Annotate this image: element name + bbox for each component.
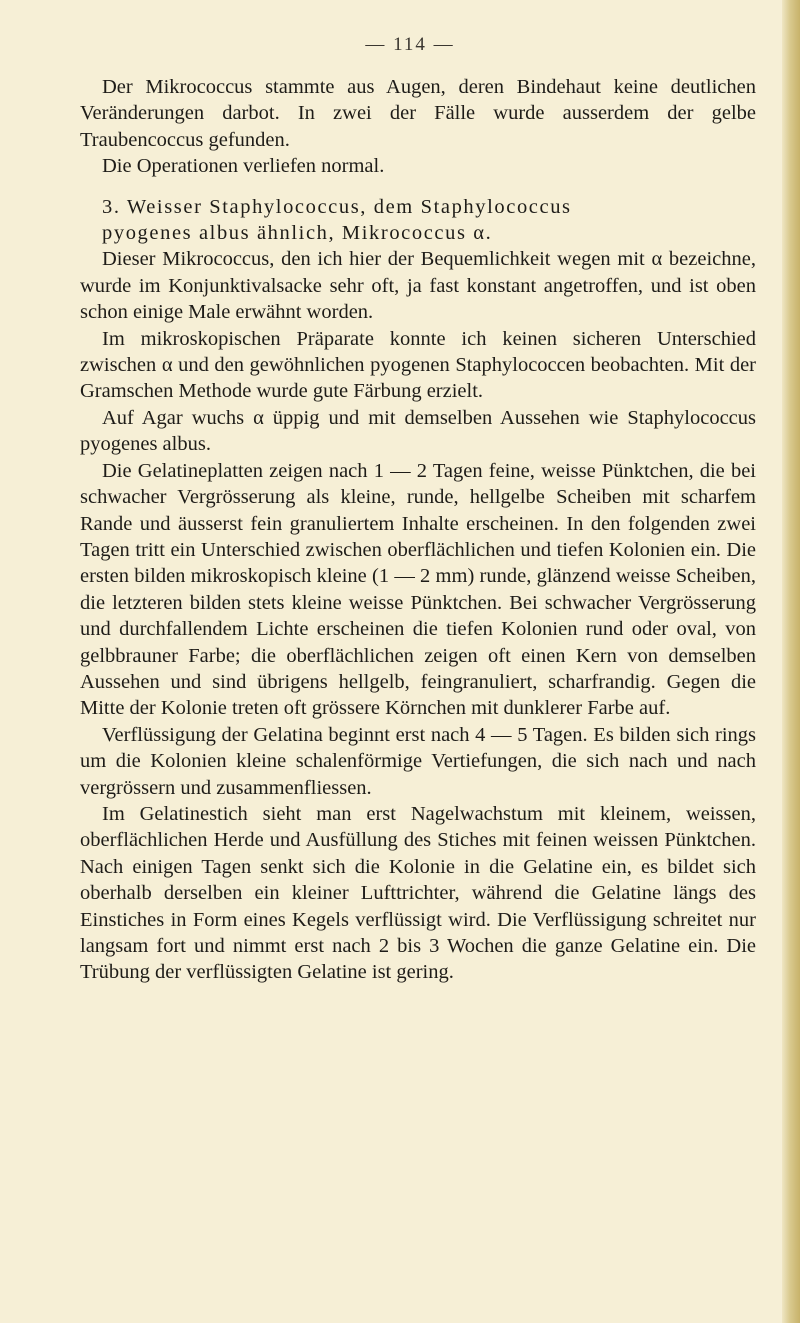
paragraph-liquefaction: Verflüssigung der Gelatina beginnt erst nach 4 — 5 Tagen. Es bilden sich rings um die Kolonien kleine schalenförmige Vertiefungen, die sich nach und nach vergrössern und zusammenfliessen.: [80, 723, 756, 799]
paragraph-microscopy: Im mikroskopischen Präparate konnte ich keinen sicheren Unterschied zwischen α und den gewöhnlichen pyogenen Staphylococcen beobachten. Mit der Gramschen Methode wurde gute Färbung erzielt.: [80, 327, 756, 403]
section-heading-line-1: 3. Weisser Staphylococcus, dem Staphylococcus: [102, 195, 572, 218]
paragraph-gelatin-plates: Die Gelatineplatten zeigen nach 1 — 2 Tagen feine, weisse Pünktchen, die bei schwacher Vergrösserung als kleine, runde, hellgelbe Scheiben mit scharfem Rande und äusserst fein granuliertem Inhalte erscheinen. In den folgenden zwei Tagen tritt ein Unterschied zwischen oberflächlichen und tiefen Kolonien ein. Die ersten bilden mikroskopisch kleine (1 — 2 mm) runde, glänzend weisse Scheiben, die letzteren bilden stets kleine weisse Pünktchen. Bei schwacher Vergrösserung und durchfallendem Lichte erscheinen die tiefen Kolonien rund oder oval, von gelbbrauner Farbe; die oberflächlichen zeigen oft einen Kern von demselben Aussehen und sind übrigens hellgelb, feingranuliert, scharfrandig. Gegen die Mitte der Kolonie treten oft grössere Körnchen mit dunklerer Farbe auf.: [80, 459, 756, 720]
body-text: [80, 74, 756, 986]
page-number: — 114 —: [365, 34, 455, 55]
section-heading-line-2: pyogenes albus ähnlich, Mikrococcus α.: [102, 222, 493, 245]
paragraph-operations: Die Operationen verliefen normal.: [102, 155, 385, 178]
paragraph-agar: Auf Agar wuchs α üppig und mit demselben Aussehen wie Staphylococcus pyogenes albus.: [80, 406, 756, 456]
paragraph-gelatin-stab: Im Gelatinestich sieht man erst Nagelwachstum mit kleinem, weissen, oberflächlichen Herde und Ausfüllung des Stiches mit feinen weissen Pünktchen. Nach einigen Tagen senkt sich die Kolonie in die Gelatine ein, es bildet sich oberhalb derselben ein kleiner Lufttrichter, während die Gelatine längs des Einstiches in Form eines Kegels verflüssigt wird. Die Verflüssigung schreitet nur langsam fort und nimmt erst nach 2 bis 3 Wochen die ganze Gelatine ein. Die Trübung der verflüssigten Gelatine ist gering.: [80, 802, 756, 984]
paragraph-origin: Der Mikrococcus stammte aus Augen, deren Bindehaut keine deutlichen Veränderungen darbot. In zwei der Fälle wurde ausserdem der gelbe Traubencoccus gefunden.: [80, 76, 756, 151]
paragraph-description: Dieser Mikrococcus, den ich hier der Bequemlichkeit wegen mit α bezeichne, wurde im Konjunktivalsacke sehr oft, ja fast konstant angetroffen, und ist oben schon einige Male erwähnt worden.: [80, 248, 756, 324]
page-edge-shading: [782, 0, 800, 1323]
section-heading: [80, 194, 756, 247]
